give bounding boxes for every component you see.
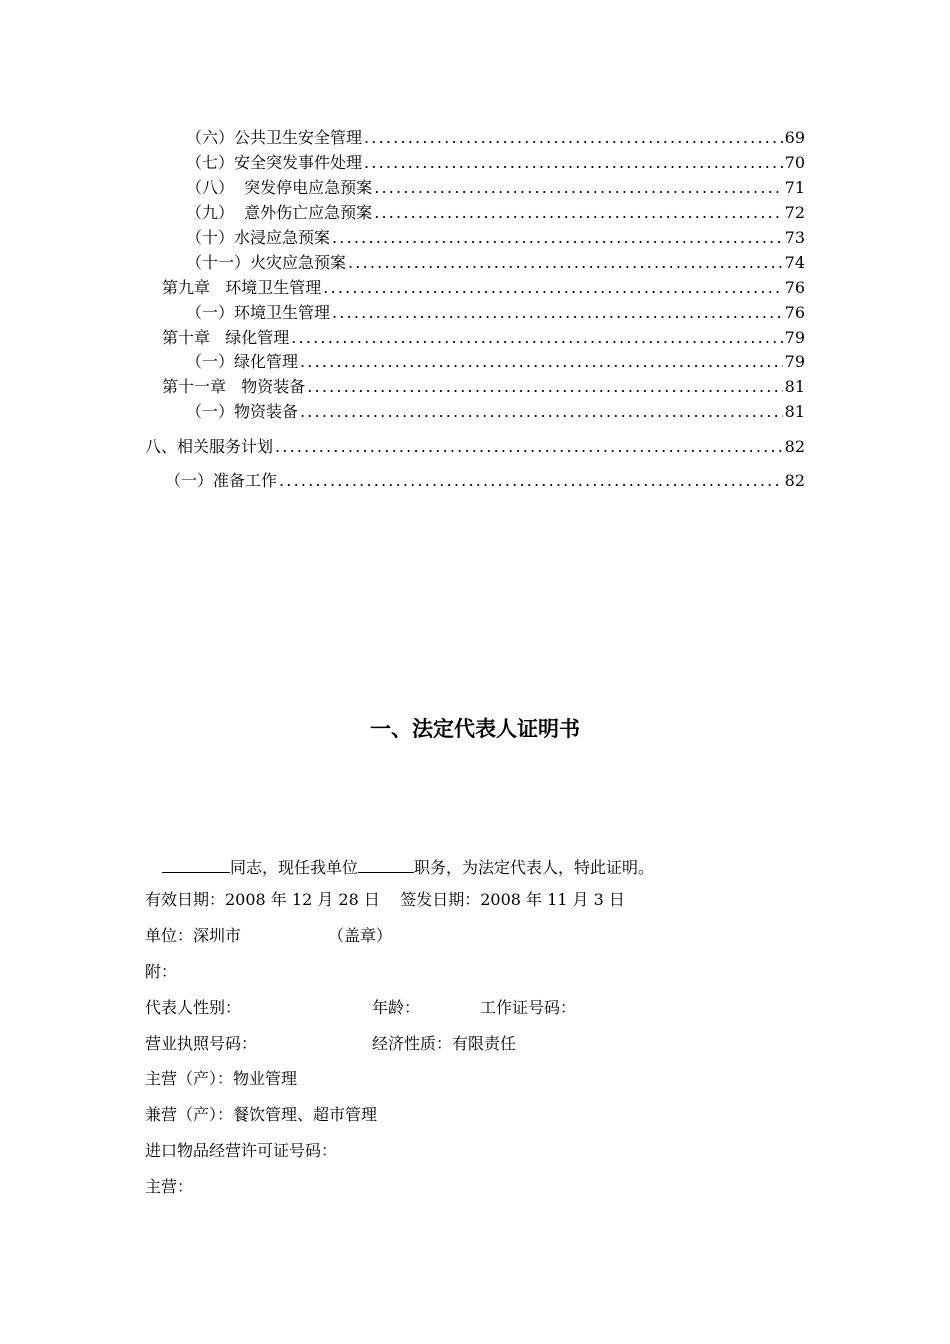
toc-leader-dots bbox=[279, 471, 783, 491]
toc-entry[interactable] bbox=[186, 352, 805, 372]
side-business-line: 兼营（产）：餐饮管理、超市管理 bbox=[145, 1105, 378, 1124]
toc-entry-label: （十）水浸应急预案 bbox=[186, 228, 331, 247]
position-blank[interactable] bbox=[358, 854, 414, 873]
import-license-line: 进口物品经营许可证号码： bbox=[145, 1141, 338, 1160]
toc-entry-label: 第十一章 物资装备 bbox=[162, 377, 306, 396]
toc-entry-label: 第九章 环境卫生管理 bbox=[162, 278, 322, 297]
toc-entry[interactable] bbox=[186, 178, 805, 198]
toc-page-number: 82 bbox=[784, 437, 805, 456]
toc-entry[interactable] bbox=[162, 377, 805, 397]
toc-page-number: 76 bbox=[784, 278, 805, 297]
toc-leader-dots bbox=[323, 278, 782, 298]
seal-label: （盖章） bbox=[328, 926, 393, 945]
toc-entry[interactable] bbox=[162, 278, 805, 298]
toc-leader-dots bbox=[364, 153, 783, 173]
toc-entry[interactable] bbox=[186, 402, 805, 422]
toc-entry-label: （一）物资装备 bbox=[186, 402, 299, 421]
toc-leader-dots bbox=[364, 128, 783, 148]
main-business-line: 主营（产）：物业管理 bbox=[145, 1069, 298, 1088]
toc-leader-dots bbox=[300, 402, 783, 422]
toc-leader-dots bbox=[374, 178, 782, 198]
toc-entry-label: （十一）火灾应急预案 bbox=[186, 253, 347, 272]
toc-entry-label: 第十章 绿化管理 bbox=[162, 328, 290, 347]
attachment-label: 附： bbox=[145, 962, 178, 981]
unit-line bbox=[145, 925, 241, 947]
toc-entry[interactable] bbox=[186, 228, 805, 248]
toc-entry-label: 八、相关服务计划 bbox=[145, 437, 274, 456]
toc-entry[interactable] bbox=[186, 253, 805, 273]
toc-page-number: 72 bbox=[784, 203, 805, 222]
toc-entry[interactable] bbox=[145, 437, 805, 457]
toc-entry[interactable] bbox=[165, 471, 805, 491]
toc-entry[interactable] bbox=[186, 203, 805, 223]
toc-entry-label: （一）准备工作 bbox=[165, 471, 278, 490]
toc-entry-label: （七）安全突发事件处理 bbox=[186, 153, 363, 172]
certificate-intro bbox=[162, 854, 654, 879]
toc-page-number: 73 bbox=[784, 228, 805, 247]
toc-page-number: 79 bbox=[784, 328, 805, 347]
toc-leader-dots bbox=[307, 377, 782, 397]
toc-entry-label: （九） 意外伤亡应急预案 bbox=[186, 203, 373, 222]
toc-leader-dots bbox=[291, 328, 782, 348]
toc-leader-dots bbox=[300, 352, 783, 372]
toc-entry-label: （六）公共卫生安全管理 bbox=[186, 128, 363, 147]
intro-part-2: 职务，为法定代表人，特此证明。 bbox=[414, 858, 655, 877]
toc-entry[interactable] bbox=[186, 153, 805, 173]
toc-leader-dots bbox=[332, 303, 783, 323]
main-label-line: 主营： bbox=[145, 1177, 194, 1196]
toc-entry[interactable] bbox=[162, 328, 805, 348]
name-blank[interactable] bbox=[162, 854, 230, 873]
toc-entry-label: （八） 突发停电应急预案 bbox=[186, 178, 373, 197]
toc-leader-dots bbox=[348, 253, 783, 273]
gender-label: 代表人性别： bbox=[145, 998, 242, 1017]
toc-page-number: 71 bbox=[784, 178, 805, 197]
toc-leader-dots bbox=[332, 228, 783, 248]
toc-page-number: 70 bbox=[784, 153, 805, 172]
economy-label: 经济性质：有限责任 bbox=[372, 1034, 517, 1053]
unit-label: 单位：深圳市 bbox=[145, 926, 242, 945]
validity-line: 有效日期：2008 年 12 月 28 日 签发日期：2008 年 11 月 3 日 bbox=[145, 890, 625, 909]
toc-entry[interactable] bbox=[186, 128, 805, 148]
toc-page-number: 82 bbox=[784, 471, 805, 490]
work-id-label: 工作证号码： bbox=[480, 998, 577, 1017]
toc-page-number: 79 bbox=[784, 352, 805, 371]
age-label: 年龄： bbox=[372, 998, 421, 1017]
toc-page-number: 76 bbox=[784, 303, 805, 322]
intro-part-1: 同志，现任我单位 bbox=[230, 858, 359, 877]
toc-page-number: 81 bbox=[784, 402, 805, 421]
toc-entry[interactable] bbox=[186, 303, 805, 323]
license-label: 营业执照号码： bbox=[145, 1034, 258, 1053]
toc-leader-dots bbox=[374, 203, 782, 223]
toc-page-number: 81 bbox=[784, 377, 805, 396]
toc-leader-dots bbox=[275, 437, 783, 457]
toc-entry-label: （一）环境卫生管理 bbox=[186, 303, 331, 322]
certificate-title: 一、法定代表人证明书 bbox=[370, 716, 580, 741]
toc-page-number: 74 bbox=[784, 253, 805, 272]
toc-entry-label: （一）绿化管理 bbox=[186, 352, 299, 371]
toc-page-number: 69 bbox=[784, 128, 805, 147]
